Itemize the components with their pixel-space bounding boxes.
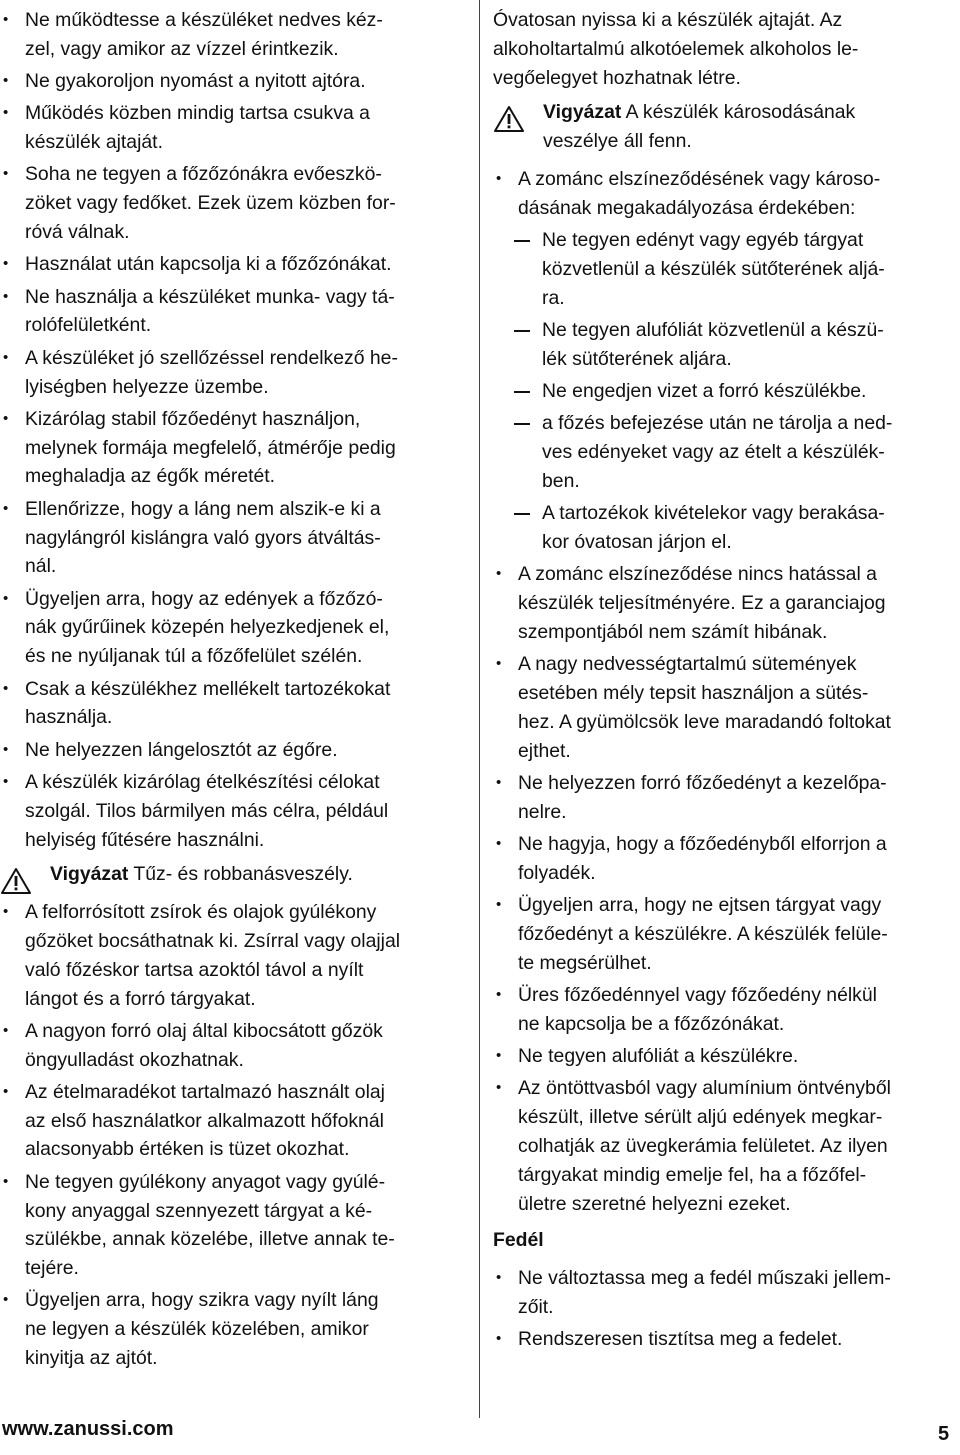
list-item: • Ne használja a készüléket munka- vagy tá- rolófelületként. xyxy=(0,283,470,341)
sub-list-item: Ne engedjen vizet a forró készülékbe. xyxy=(493,377,957,406)
warning-text: A készülék károsodásának veszélye áll fenn. xyxy=(543,101,856,153)
warning-notice xyxy=(0,860,470,889)
sub-list-item: Ne tegyen edényt vagy egyéb tárgyat közvetlenül a készülék sütőterének aljá- ra. xyxy=(493,226,957,312)
sub-list-item: A tartozékok kivételekor vagy berakása- kor óvatosan járjon el. xyxy=(493,499,957,557)
right-column xyxy=(493,6,957,1358)
list-item: • Ne helyezzen forró főzőedényt a kezelőpa- nelre. xyxy=(493,769,957,827)
list-item: • Az ételmaradékot tartalmazó használt olaj az első használatkor alkalmazott hőfoknál alacsonyabb értéken is tüzet okozhat. xyxy=(0,1078,470,1164)
section-heading: Fedél xyxy=(493,1229,544,1252)
warning-label: Vigyázat xyxy=(50,863,129,886)
column-divider xyxy=(479,0,480,1418)
sub-list-item: Ne tegyen alufóliát közvetlenül a készü- lék sütőterének aljára. xyxy=(493,316,957,374)
list-item: • Soha ne tegyen a főzőzónákra evőeszkö- zöket vagy fedőket. Ezek üzem közben for- róvá válnak. xyxy=(0,160,470,246)
list-item: • Ne tegyen gyúlékony anyagot vagy gyúlé- kony anyaggal szennyezett tárgyat a ké- szülékbe, annak közelébe, illetve annak te- tejére. xyxy=(0,1168,470,1283)
list-item: • Ügyeljen arra, hogy ne ejtsen tárgyat vagy főzőedényt a készülékre. A készülék felüle- te megsérülhet. xyxy=(493,891,957,977)
list-item: • A nagyon forró olaj által kibocsátott gőzök öngyulladást okozhatnak. xyxy=(0,1017,470,1075)
list-item: • Ellenőrizze, hogy a láng nem alszik-e ki a nagylángról kislángra való gyors átváltás- nál. xyxy=(0,495,470,581)
list-item: • A zománc elszíneződésének vagy károso- dásának megakadályozása érdekében: xyxy=(493,165,957,223)
sub-list-item: a főzés befejezése után ne tárolja a ned- ves edényeket vagy az ételt a készülék- ben. xyxy=(493,409,957,495)
list-item: • Ne tegyen alufóliát a készülékre. xyxy=(493,1042,957,1071)
list-item: • Az öntöttvasból vagy alumínium öntvényből készült, illetve sérült aljú edények megkar- colhatják az üvegkerámia felületet. Az ilyen tárgyakat mindig emelje fel, ha a főzőfel- ületre szeretné helyezni ezeket. xyxy=(493,1074,957,1218)
list-item: • A felforrósított zsírok és olajok gyúlékony gőzöket bocsáthatnak ki. Zsírral vagy olajjal való főzéskor tartsa azoktól távol a nyílt lángot és a forró tárgyakat. xyxy=(0,898,470,1013)
footer-url[interactable]: www.zanussi.com xyxy=(2,1418,174,1440)
list-item: • Használat után kapcsolja ki a főzőzónákat. xyxy=(0,250,470,279)
list-item: • Kizárólag stabil főzőedényt használjon, melynek formája megfelelő, átmérője pedig meghaladja az égők méretét. xyxy=(0,405,470,491)
list-item: • Ne helyezzen lángelosztót az égőre. xyxy=(0,736,470,765)
warning-label: Vigyázat xyxy=(543,101,622,124)
list-item: • A nagy nedvességtartalmú sütemények esetében mély tepsit használjon a sütés- hez. A gyümölcsök leve maradandó foltokat ejthet. xyxy=(493,650,957,765)
warning-triangle-icon xyxy=(0,867,32,895)
list-item: • Ne gyakoroljon nyomást a nyitott ajtóra. xyxy=(0,67,470,96)
list-item: • Ne változtassa meg a fedél műszaki jellem- zőit. xyxy=(493,1264,957,1322)
list-item: • Rendszeresen tisztítsa meg a fedelet. xyxy=(493,1325,957,1354)
list-item: • Csak a készülékhez mellékelt tartozékokat használja. xyxy=(0,675,470,733)
list-item: • Működés közben mindig tartsa csukva a készülék ajtaját. xyxy=(0,99,470,157)
paragraph: Óvatosan nyissa ki a készülék ajtaját. Az alkoholtartalmú alkotóelemek alkoholos le- vegőelegyet hozhatnak létre. xyxy=(493,9,859,89)
list-item: • A készülék kizárólag ételkészítési célokat szolgál. Tilos bármilyen más célra, például helyiség fűtésére használni. xyxy=(0,768,470,854)
warning-notice xyxy=(493,98,957,156)
list-item: • Ne hagyja, hogy a főzőedényből elforrjon a folyadék. xyxy=(493,830,957,888)
warning-triangle-icon xyxy=(493,105,525,133)
list-item: • Ne működtesse a készüléket nedves kéz- zel, vagy amikor az vízzel érintkezik. xyxy=(0,6,470,64)
list-item: • A készüléket jó szellőzéssel rendelkező he- lyiségben helyezze üzembe. xyxy=(0,344,470,402)
left-column xyxy=(0,6,470,1376)
list-item: • Ügyeljen arra, hogy szikra vagy nyílt láng ne legyen a készülék közelében, amikor kinyitja az ajtót. xyxy=(0,1286,470,1372)
list-item: • Üres főzőedénnyel vagy főzőedény nélkül ne kapcsolja be a főzőzónákat. xyxy=(493,981,957,1039)
list-item: • A zománc elszíneződése nincs hatással a készülék teljesítményére. Ez a garanciajog szempontjából nem számít hibának. xyxy=(493,560,957,646)
list-item: • Ügyeljen arra, hogy az edények a főzőzó- nák gyűrűinek közepén helyezkedjenek el, és ne nyúljanak túl a főzőfelület szélén. xyxy=(0,585,470,671)
warning-text: Tűz- és robbanásveszély. xyxy=(128,863,353,886)
page-number: 5 xyxy=(938,1423,950,1445)
